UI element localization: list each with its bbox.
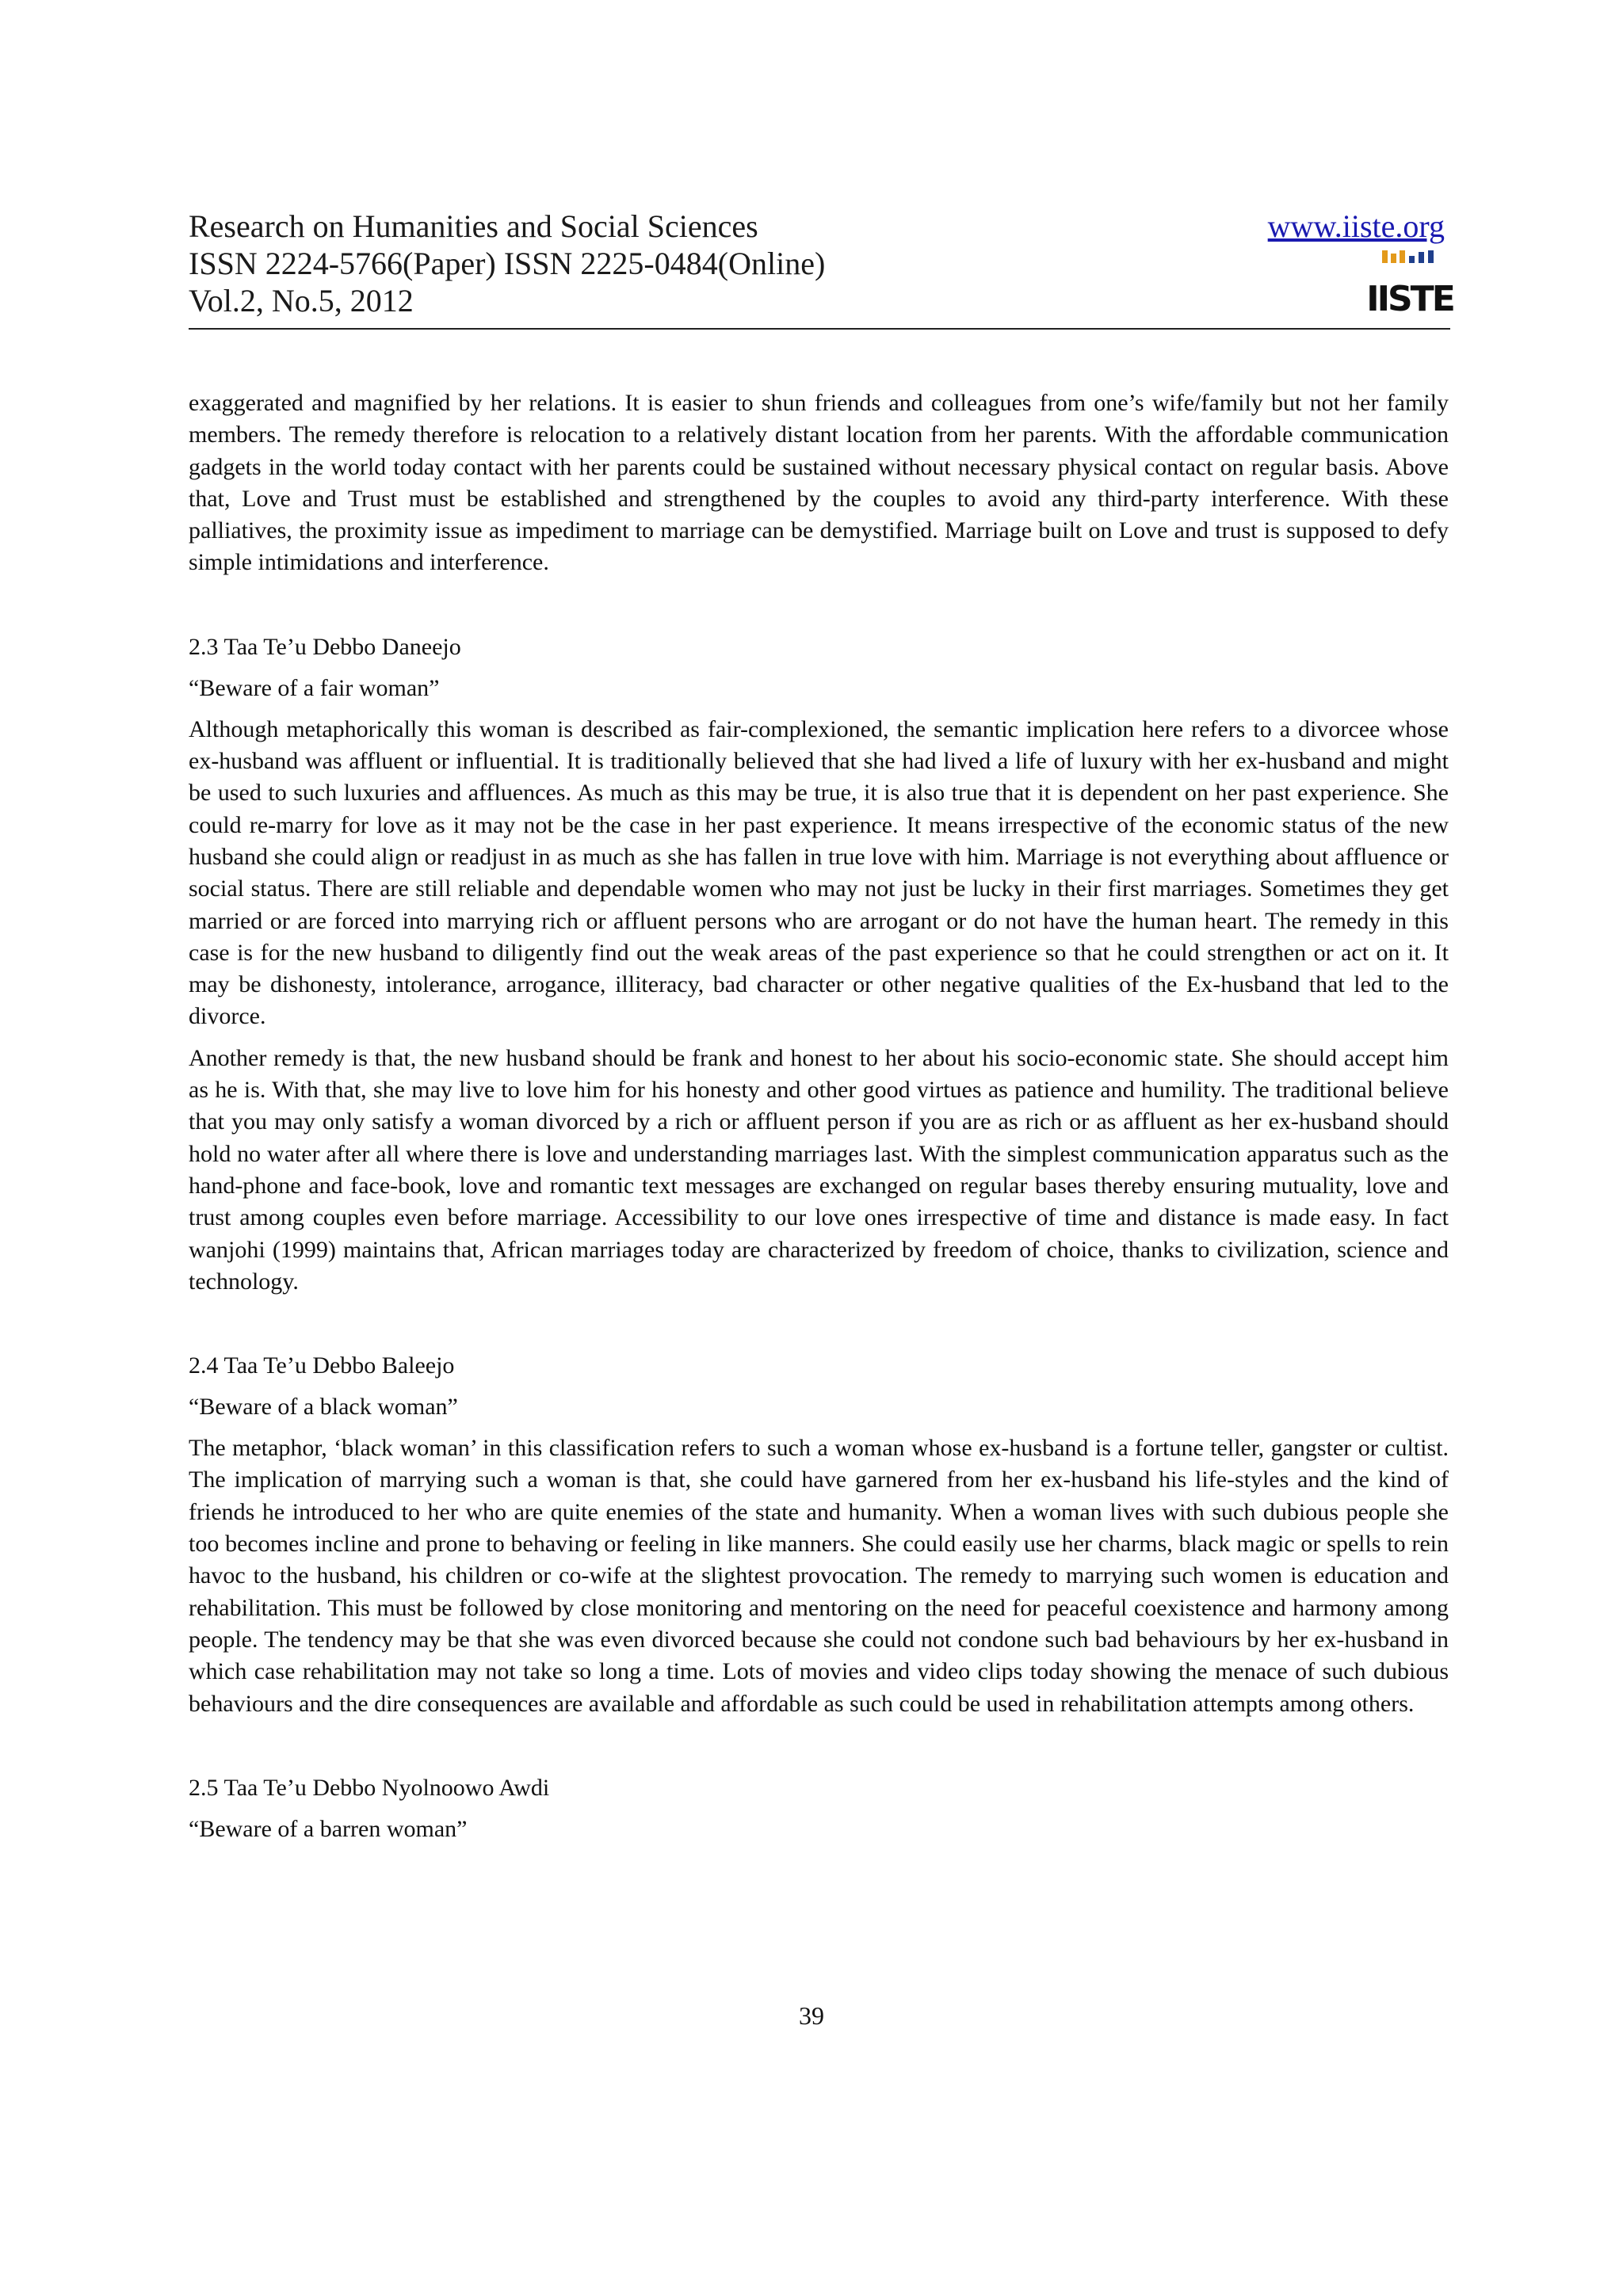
iiste-logo-icon (1366, 249, 1453, 319)
article-body (189, 387, 1449, 1845)
section-2-4-heading: 2.4 Taa Te’u Debbo Baleejo (189, 1352, 455, 1379)
page-header (189, 208, 1453, 328)
page-number: 39 (799, 2001, 824, 2030)
section-2-3-heading: 2.3 Taa Te’u Debbo Daneejo (189, 633, 461, 660)
section-2-3-paragraph-2: Another remedy is that, the new husband should be frank and honest to her about his socio-economic state. She should accept him as he is. With that, she may live to love him for his honesty and other good virtues as patience and humility. The traditional believe that you may only satisfy a woman divorced by a rich or affluent person if you are as rich or as affluent as her ex-husband should hold no water after all where there is love and understanding marriages last. With the simplest communication apparatus such as the hand-phone and face-book, love and romantic text messages are exchanged on regular bases thereby ensuring mutuality, love and trust among couples even before marriage. Accessibility to our love ones irrespective of time and distance is made easy. In fact wanjohi (1999) maintains that, African marriages today are characterized by freedom of choice, thanks to civilization, science and technology. (189, 1044, 1449, 1295)
volume-line: Vol.2, No.5, 2012 (189, 283, 414, 318)
intro-paragraph: exaggerated and magnified by her relations. It is easier to shun friends and colleagues from one’s wife/family but not her family members. The remedy therefore is relocation to a relatively distant location from her parents. With the affordable communication gadgets in the world today contact with her parents could be sustained without necessary physical contact on regular basis. Above that, Love and Trust must be established and strengthened by the couples to avoid any third-party interference. With these palliatives, the proximity issue as impediment to marriage can be demystified. Marriage built on Love and trust is supposed to defy simple intimidations and interference. (189, 390, 1449, 576)
website-link[interactable]: www.iiste.org (1267, 208, 1445, 244)
section-2-5-heading: 2.5 Taa Te’u Debbo Nyolnoowo Awdi (189, 1774, 550, 1801)
issn-line: ISSN 2224-5766(Paper) ISSN 2225-0484(Online) (189, 246, 826, 281)
section-2-5-quote: “Beware of a barren woman” (189, 1815, 468, 1842)
section-2-4-paragraph-1: The metaphor, ‘black woman’ in this classification refers to such a woman whose ex-husband is a fortune teller, gangster or cultist. The implication of marrying such a woman is that, she could have garnered from her ex-husband his life-styles and the kind of friends he introduced to her who are quite enemies of the state and humanity. When a woman lives with such dubious people she too becomes incline and prone to behaving or feeling in like manners. She could easily use her charms, black magic or spells to rein havoc to the husband, his children or co-wife at the slightest provocation. The remedy to marrying such women is education and rehabilitation. This must be followed by close monitoring and mentoring on the need for peaceful coexistence and harmony among people. The tendency may be that she was even divorced because she could not condone such bad behaviours by her ex-husband in which case rehabilitation may not take so long a time. Lots of movies and video clips today showing the menace of such dubious behaviours and the dire consequences are available and affordable as such could be used in rehabilitation attempts among others. (189, 1435, 1449, 1717)
logo-text: IISTE (1366, 279, 1453, 319)
section-2-4-quote: “Beware of a black woman” (189, 1394, 458, 1421)
section-2-3-quote: “Beware of a fair woman” (189, 674, 440, 701)
section-2-3-paragraph-1: Although metaphorically this woman is described as fair-complexioned, the semantic implication here refers to a divorcee whose ex-husband was affluent or influential. It is traditionally believed that she had lived a life of luxury with her ex-husband and might be used to such luxuries and affluences. As much as this may be true, it is also true that it is dependent on her past experience. She could re-marry for love as it may not be the case in her past experience. It means irrespective of the economic status of the new husband she could align or readjust in as much as she has fallen in true love with him. Marriage is not everything about affluence or social status. There are still reliable and dependable women who may not just be lucky in their first marriages. Sometimes they get married or are forced into marrying rich or affluent persons who are arrogant or do not have the human heart. The remedy in this case is for the new husband to diligently find out the weak areas of the past experience so that he could strengthen or act on it. It may be dishonesty, intolerance, arrogance, illiteracy, bad character or other negative qualities of the Ex-husband that led to the divorce. (189, 715, 1449, 1030)
journal-title: Research on Humanities and Social Sciences (189, 208, 758, 244)
header-divider (189, 328, 1450, 330)
